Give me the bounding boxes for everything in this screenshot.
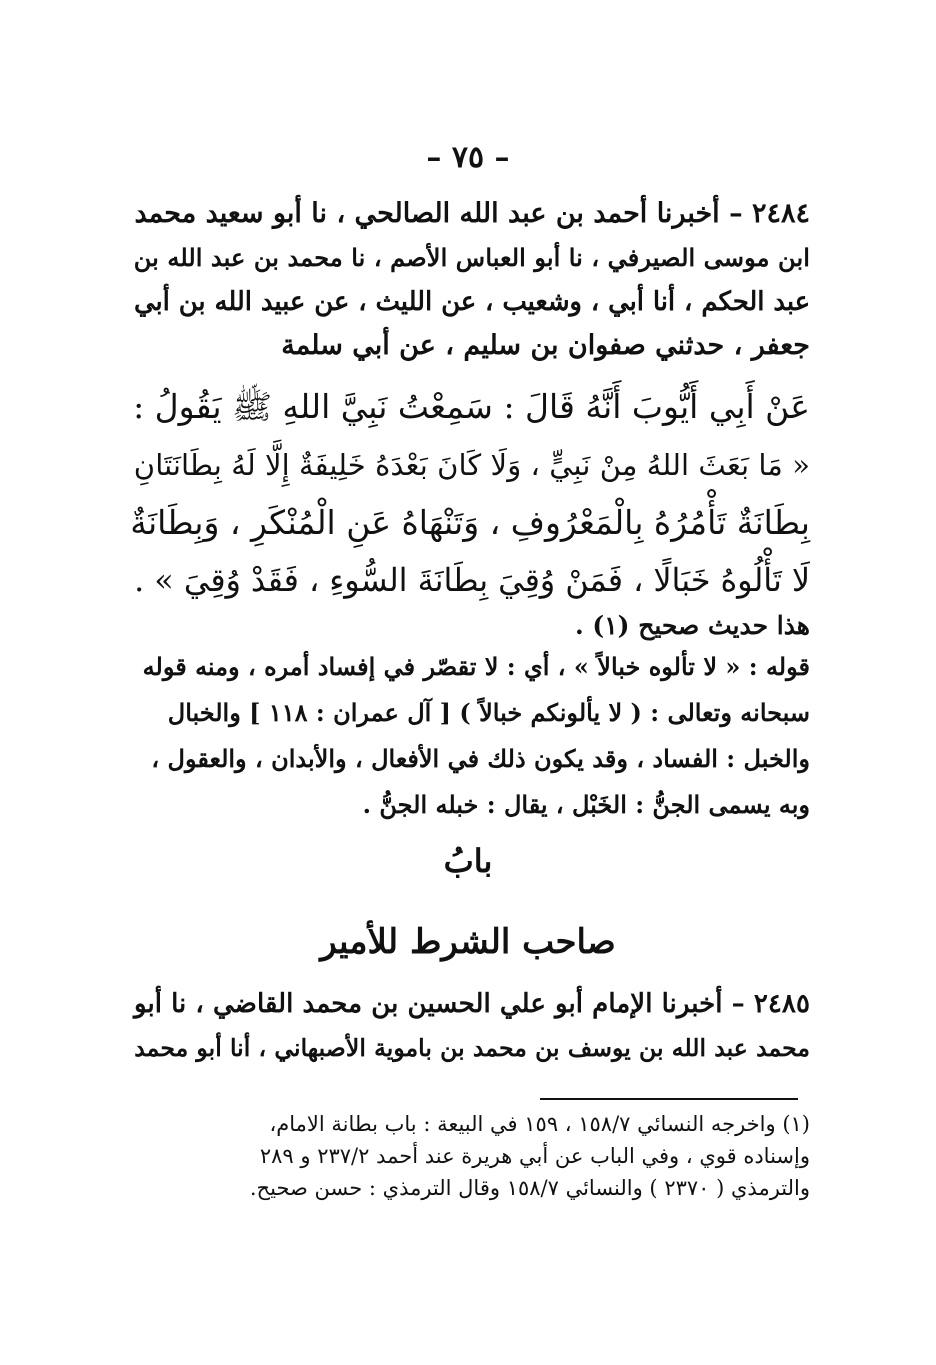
isnad-line: ٢٤٨٤ – أخبرنا أحمد بن عبد الله الصالحي ، نا أبو سعيد محمد <box>134 198 810 229</box>
page-number: – ٧٥ – <box>426 140 510 175</box>
matn-line: « مَا بَعَثَ اللهُ مِنْ نَبِيٍّ ، وَلَا كَانَ بَعْدَهُ خَلِيفَةٌ إِلَّا لَهُ بِطَانَتَانِ <box>133 448 810 482</box>
isnad-line: عبد الحكم ، أنا أبي ، وشعيب ، عن الليث ، عن عبيد الله بن أبي <box>133 287 810 317</box>
footnote-line: (١) واخرجه النسائي ١٥٨/٧ ، ١٥٩ في البيعة : باب بطانة الامام، <box>269 1112 810 1136</box>
isnad-line: محمد عبد الله بن يوسف بن محمد بن باموية الأصبهاني ، أنا أبو محمد <box>134 1034 810 1062</box>
explanation-line: والخبل : الفساد ، وقد يكون ذلك في الأفعال ، والأبدان ، والعقول ، <box>151 744 810 773</box>
matn-line: عَنْ أَبِي أَيُّوبَ أَنَّهُ قَالَ : سَمِعْتُ نَبِيَّ اللهِ ﷺ يَقُولُ : <box>133 387 810 426</box>
hadith-2485-isnad <box>120 982 810 1070</box>
bab-heading: بابُ <box>443 842 493 880</box>
footnote <box>120 1108 810 1204</box>
hadith-explanation <box>120 644 810 828</box>
matn-line: بِطَانَةٌ تَأْمُرُهُ بِالْمَعْرُوفِ ، وَتَنْهَاهُ عَنِ الْمُنْكَرِ ، وَبِطَانَةٌ <box>130 503 810 542</box>
matn-line: لَا تَأْلُوهُ خَبَالًا ، فَمَنْ وُقِيَ بِطَانَةَ السُّوءِ ، فَقَدْ وُقِيَ » . <box>134 563 810 599</box>
explanation-line: سبحانه وتعالى : ( لا يألونكم خبالاً ) [ آل عمران : ١١٨ ] والخبال <box>167 698 810 727</box>
isnad-line: ٢٤٨٥ – أخبرنا الإمام أبو علي الحسين بن محمد القاضي ، نا أبو <box>133 988 810 1019</box>
footnote-divider <box>540 1098 798 1100</box>
hadith-2484-matn <box>120 378 810 610</box>
hadith-2484-isnad <box>120 192 810 368</box>
explanation-line: وبه يسمى الجنُّ : الخَبْل ، يقال : خبله الجنُّ . <box>362 790 810 819</box>
footnote-line: والترمذي ( ٢٣٧٠ ) والنسائي ١٥٨/٧ وقال الترمذي : حسن صحيح. <box>249 1176 810 1200</box>
isnad-line: جعفر ، حدثني صفوان بن سليم ، عن أبي سلمة <box>281 330 810 361</box>
grade-line: هذا حديث صحيح (١) . <box>574 611 810 640</box>
hadith-grade <box>120 606 810 646</box>
explanation-line: قوله : « لا تألوه خبالاً » ، أي : لا تقصّر في إفساد أمره ، ومنه قوله <box>142 652 810 681</box>
footnote-line: وإسناده قوي ، وفي الباب عن أبي هريرة عند أحمد ٢٣٧/٢ و ٢٨٩ <box>259 1144 810 1168</box>
chapter-title: صاحب الشرط للأمير <box>320 922 616 962</box>
isnad-line: ابن موسى الصيرفي ، نا أبو العباس الأصم ، نا محمد بن عبد الله بن <box>133 243 810 272</box>
